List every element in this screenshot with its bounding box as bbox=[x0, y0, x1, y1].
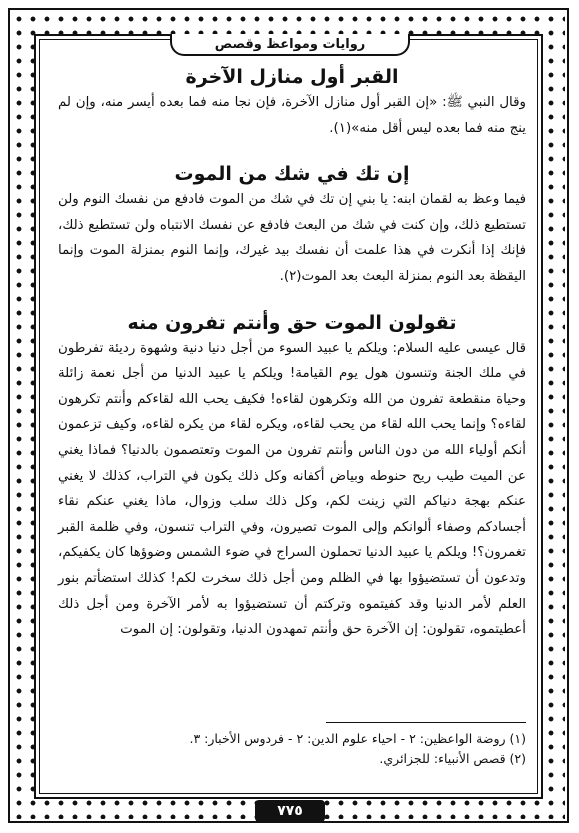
footnote-2: (٢) قصص الأنبياء: للجزائري. bbox=[379, 751, 526, 766]
section-title-grave: القبر أول منازل الآخرة bbox=[185, 66, 399, 88]
running-header bbox=[170, 34, 410, 56]
footnote-rule bbox=[326, 722, 526, 723]
section-title-doubt-death: إن تك في شك من الموت bbox=[174, 163, 410, 186]
section-body-grave: وقال النبي ﷺ: «إن القبر أول منازل الآخرة، فإن نجا منه فما بعده أيسر منه، وإن لم ينج منه فما بعده ليس أقل منه»(١). bbox=[58, 95, 526, 136]
page-number-badge bbox=[255, 800, 325, 822]
page-number: ٧٧٥ bbox=[277, 803, 303, 819]
section-body-death-truth: قال عيسى عليه السلام: ويلكم يا عبيد السوء من أجل دنيا دنية وشهوة رديئة تفرطون في ملك الجنة وتنسون هول يوم القيامة! ويلكم يا عبيد الدنيا من أجل نعمة زائلة وحياة منقطعة تفرون من الله وتكرهون لقاءه! فكيف يحب الله لقاءكم وأنتم تكرهون لقاءه؟ وإنما يحب الله لقاء من يحب لقاءه، ويكره لقاء من يكره لقاءه، وكيف تزعمون أنكم أولياء الله من دون الناس وأنتم تفرون من الموت وتعتصمون بالدنيا؟ فماذا يغني عن الميت طيب ريح حنوطه وبياض أكفانه وكل ذلك يكون في التراب، كذلك لا يغني عنكم بهجة دنياكم التي زينت لكم، وكل ذلك سلب وزوال، ماذا يغني عنكم نقاء أجسادكم وصفاء ألوانكم وإلى الموت تصيرون، وفي التراب تنسون، وفي ظلمة القبر تغمرون؟! ويلكم يا عبيد الدنيا تحملون السراج في ضوء الشمس وضوؤها كان يكفيكم، وتدعون أن تستضيؤوا بها في الظلم ومن أجل ذلك سخرت لكم! كذلك استضأتم بنور العلم لأمر الدنيا وقد كفيتموه وتركتم أن تستضيؤوا به لأمر الآخرة ومن أجل ذلك أعطيتموه، تقولون: إن الآخرة حق وأنتم تمهدون الدنيا، وتقولون: إن الموت bbox=[58, 340, 526, 638]
running-header-title: روايات ومواعظ وقصص bbox=[214, 36, 366, 52]
footnote-1: (١) روضة الواعظين: ٢ - احياء علوم الدين: ٢ - فردوس الأخبار: ٣. bbox=[189, 731, 526, 746]
page-content bbox=[58, 62, 526, 762]
footnotes bbox=[58, 722, 526, 769]
section-title-death-truth: تقولون الموت حق وأنتم تفرون منه bbox=[127, 311, 457, 334]
section-body-doubt-death: فيما وعظ به لقمان ابنه: يا بني إن تك في شك من الموت فادفع من نفسك النوم ولن تستطيع ذلك، وإن كنت في شك من البعث فادفع عن نفسك الانتباه ولن تستطيع ذلك، فإنك إذا أنكرت في هذا علمت أن نفسك بيد غيرك، وإنما النوم بمنزلة الموت وإنما اليقظة بعد النوم بمنزلة البعث بعد الموت(٢). bbox=[58, 192, 526, 284]
